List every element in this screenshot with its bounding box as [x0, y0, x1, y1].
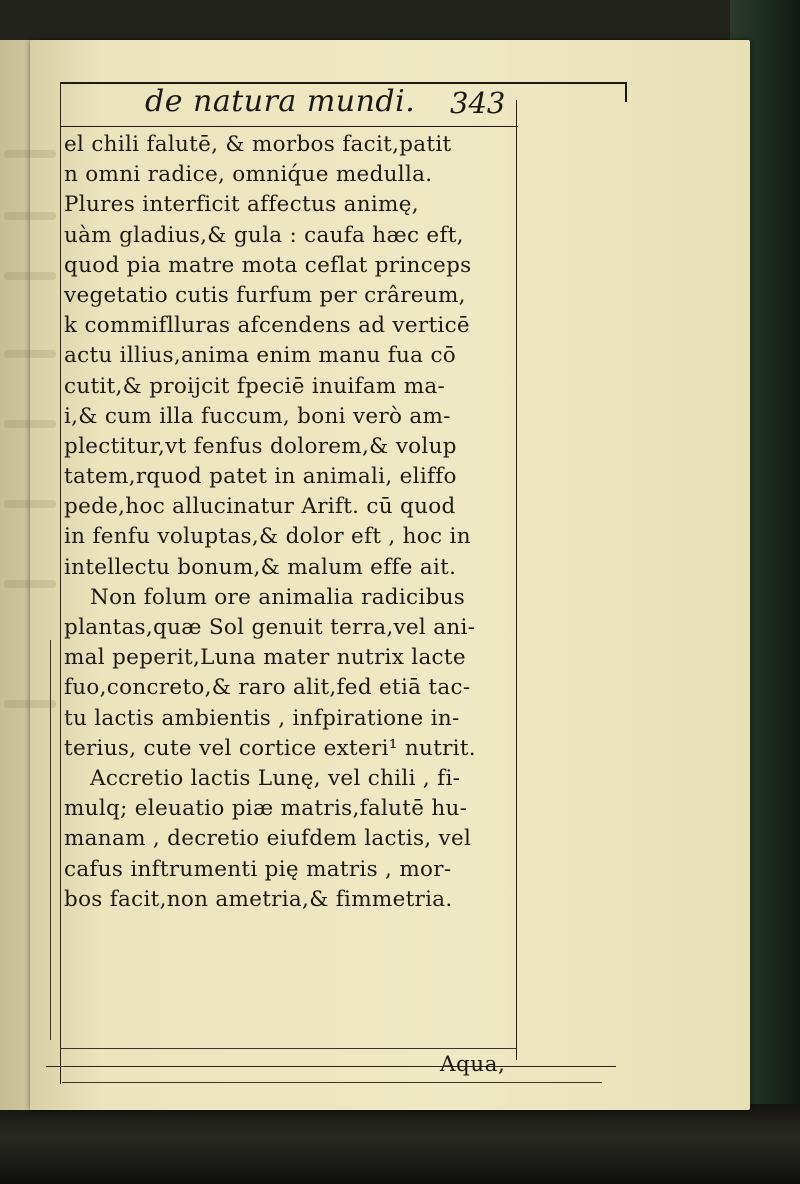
text-line: cutit,& proijcit fpeciē inuifam ma-: [64, 373, 446, 399]
header-underline: [60, 126, 518, 127]
text-line: n omni radice, omniq́ue medulla.: [64, 162, 433, 188]
text-line: mulq; eleuatio piæ matris,falutē hu-: [64, 796, 468, 822]
bleed-mark: [4, 500, 56, 508]
text-line: plectitur,vt fenfus dolorem,& volup: [64, 433, 457, 459]
bleed-mark: [4, 212, 56, 220]
paragraph-start-line: Accretio lactis Lunę, vel chili , fi-: [90, 765, 461, 791]
text-line: mal peperit,Luna mater nutrix lacte: [64, 645, 466, 671]
text-line: k commiflluras afcendens ad verticē: [64, 313, 470, 339]
paragraph-start-line: Non folum ore animalia radicibus: [90, 584, 466, 610]
frame-rule-bottom-inner: [62, 1082, 602, 1083]
catchword: Aqua,: [440, 1052, 506, 1077]
text-line: tatem,rquod patet in animali, eliffo: [64, 464, 457, 490]
bleed-mark: [4, 420, 56, 428]
bleed-mark: [4, 700, 56, 708]
body-text: [64, 130, 514, 915]
page-number: 343: [450, 86, 506, 120]
text-line: intellectu bonum,& malum effe ait.: [64, 554, 457, 580]
text-line: cafus inftrumenti pię matris , mor-: [64, 856, 452, 882]
text-line: fuo,concreto,& raro alit,fed etiā tac-: [64, 675, 471, 701]
text-line: vegetatio cutis furfum per crâreum,: [64, 282, 466, 308]
frame-rule-left: [60, 82, 61, 1084]
running-title: de natura mundi.: [145, 84, 416, 119]
text-line: terius, cute vel cortice exteri¹ nutrit.: [64, 735, 476, 761]
text-line: Plures interficit affectus animę,: [64, 192, 419, 218]
frame-rule-right: [516, 100, 517, 1060]
text-line: uàm gladius,& gula : caufa hæc eft,: [64, 222, 464, 248]
frame-rule-bottom: [46, 1066, 616, 1067]
frame-rule-top-right: [625, 82, 627, 102]
text-line: i,& cum illa fuccum, boni verò am-: [64, 403, 451, 429]
book-cover-bottom: [0, 1104, 800, 1184]
bleed-mark: [4, 350, 56, 358]
bleed-mark: [4, 580, 56, 588]
text-line: actu illius,anima enim manu fua cō: [64, 343, 457, 369]
frame-rule-lower: [60, 1048, 516, 1049]
frame-rule-left-inner: [50, 640, 51, 1040]
text-line: quod pia matre mota ceflat princeps: [64, 252, 472, 278]
text-line: manam , decretio eiufdem lactis, vel: [64, 826, 472, 852]
bleed-mark: [4, 150, 56, 158]
bleed-mark: [4, 272, 56, 280]
text-line: el chili falutē, & morbos facit,patit: [64, 132, 452, 157]
text-line: in fenfu voluptas,& dolor eft , hoc in: [64, 524, 471, 550]
text-line: bos facit,non ametria,& fimmetria.: [64, 886, 453, 912]
text-line: plantas,quæ Sol genuit terra,vel ani-: [64, 615, 476, 640]
text-line: pede,hoc allucinatur Arift. cū quod: [64, 494, 456, 520]
text-line: tu lactis ambientis , infpiratione in-: [64, 705, 460, 731]
